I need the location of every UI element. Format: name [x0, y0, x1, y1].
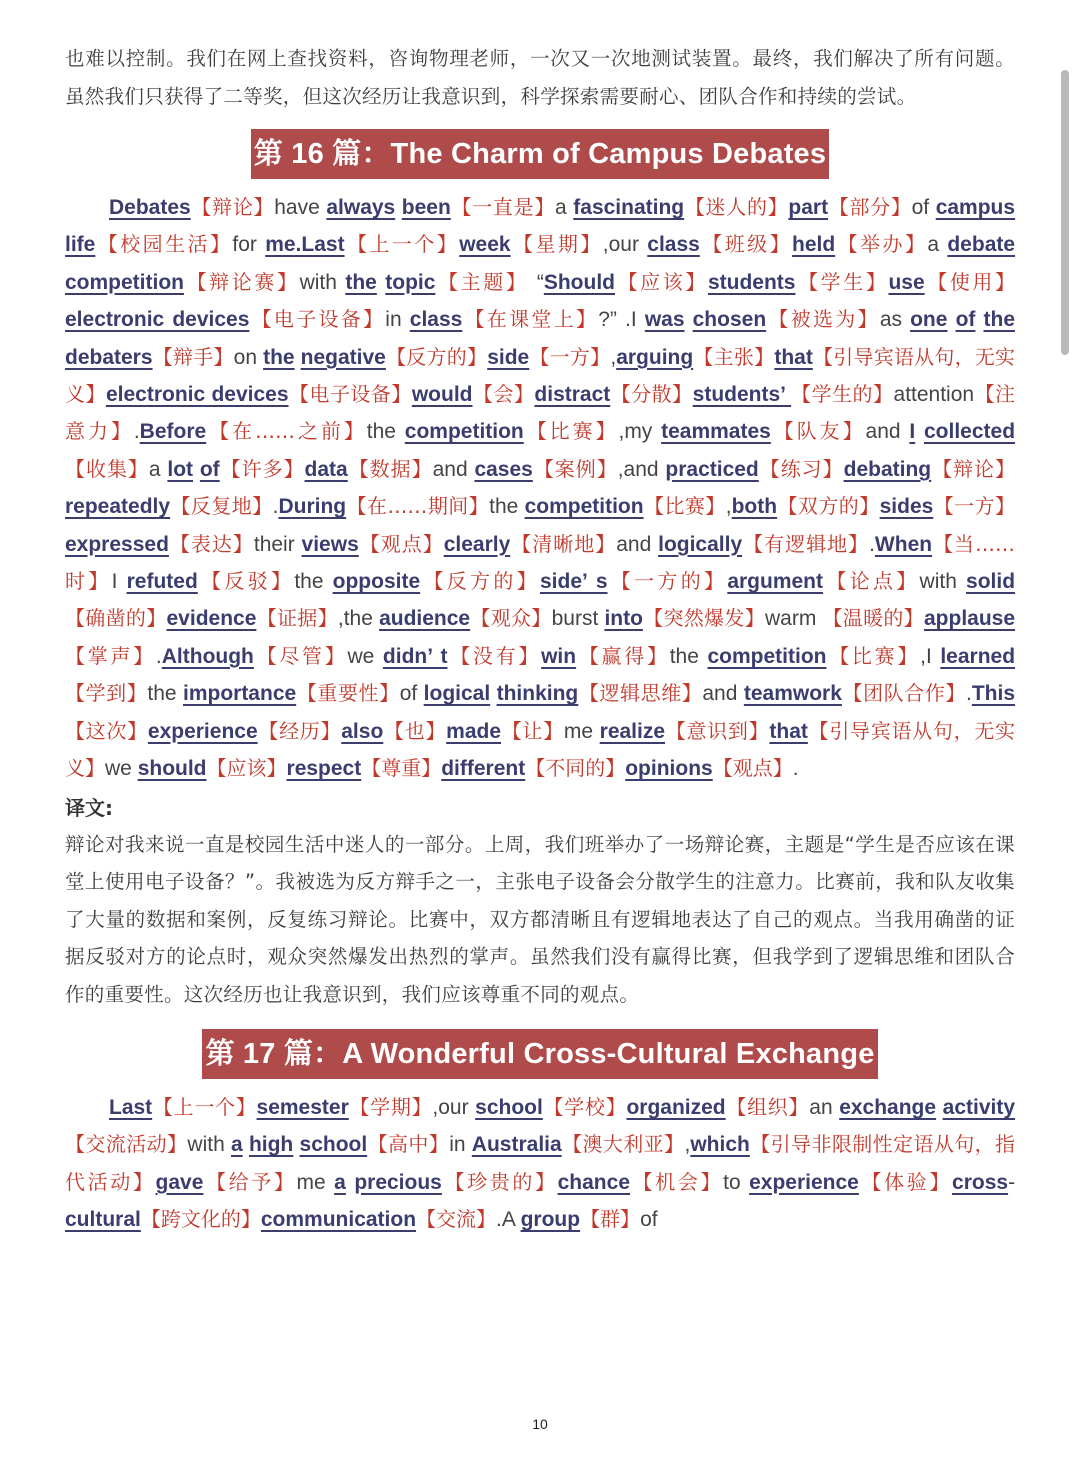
gloss-annotation: 【上一个】 — [152, 1095, 257, 1119]
gloss-annotation: 【学校】 — [542, 1095, 627, 1119]
vocab-word: semester — [256, 1096, 349, 1119]
vocab-word: been — [401, 196, 451, 219]
plain-text: the — [147, 682, 183, 706]
gloss-annotation: 【练习】 — [758, 456, 844, 481]
gloss-annotation: 【赢得】 — [576, 643, 670, 668]
plain-text: . — [272, 495, 279, 519]
gloss-annotation: 【使用】 — [924, 269, 1016, 294]
vocab-word: experience — [147, 719, 258, 743]
gloss-annotation: 【尽管】 — [253, 643, 348, 668]
gloss-annotation: 【电子设备】 — [288, 382, 412, 407]
document-page — [65, 40, 1015, 1239]
gloss-annotation: 【许多】 — [219, 456, 305, 481]
vocab-word: was — [644, 308, 685, 332]
vocab-word: electronic devices — [105, 383, 289, 407]
plain-text: and — [432, 457, 475, 481]
vocab-word: views — [301, 532, 359, 556]
plain-text: , — [684, 1133, 691, 1157]
vocab-word: class — [409, 308, 463, 332]
vocab-word: me.Last — [265, 233, 345, 257]
plain-text: “ — [528, 270, 544, 294]
plain-text: and — [616, 532, 659, 556]
vocab-word: school — [475, 1096, 543, 1119]
vocab-word: a — [334, 1170, 346, 1194]
gloss-annotation: 【这次】 — [65, 718, 148, 743]
vocab-word: I — [909, 420, 916, 444]
plain-text: with — [187, 1133, 231, 1157]
vocab-word: made — [446, 719, 502, 743]
vocab-word: use — [888, 270, 925, 294]
vocab-word: Although — [161, 644, 254, 668]
vocab-word: logically — [658, 532, 743, 556]
vocab-word: a — [231, 1133, 243, 1157]
gloss-annotation: 【反方的】 — [385, 344, 488, 369]
plain-text: warm — [765, 607, 823, 631]
plain-text: on — [233, 345, 264, 369]
vocab-word: Australia — [471, 1133, 562, 1157]
page-number: 10 — [532, 1416, 548, 1432]
plain-text: - — [1008, 1170, 1016, 1194]
plain-text: we — [105, 757, 138, 781]
gloss-annotation: 【温暖的】 — [822, 606, 924, 631]
plain-text: a — [927, 233, 948, 257]
gloss-annotation: 【被选为】 — [766, 307, 880, 332]
plain-text: . — [792, 757, 799, 781]
gloss-annotation: 【经历】 — [257, 718, 342, 743]
plain-text: I — [111, 570, 127, 594]
gloss-annotation: 【体验】 — [858, 1169, 953, 1194]
gloss-annotation: 【跨文化的】 — [140, 1207, 261, 1232]
article-17-heading-wrap — [65, 1029, 1015, 1079]
gloss-annotation: 【让】 — [501, 718, 564, 743]
vocab-word: argument — [727, 570, 824, 594]
plain-text: the — [489, 495, 525, 519]
gloss-annotation: 【给予】 — [203, 1169, 297, 1194]
gloss-annotation: 【群】 — [580, 1207, 641, 1232]
article-17-annotated-text — [65, 1089, 1015, 1239]
gloss-annotation: 【上一个】 — [344, 232, 460, 257]
plain-text: their — [253, 532, 302, 556]
translation-label: 译文: — [65, 795, 113, 820]
gloss-annotation: 【电子设备】 — [249, 307, 386, 332]
gloss-annotation: 【数据】 — [347, 456, 433, 481]
gloss-annotation: 【辩手】 — [152, 344, 234, 369]
plain-text: of — [399, 682, 424, 706]
plain-text: a — [555, 196, 574, 219]
gloss-annotation: 【观点】 — [712, 756, 793, 781]
plain-text: and — [865, 420, 910, 444]
vocab-word: experience — [749, 1170, 859, 1194]
vocab-word: the — [263, 345, 295, 369]
plain-text — [193, 458, 200, 481]
vocab-word: topic — [385, 270, 436, 294]
gloss-annotation: 【在课堂上】 — [462, 307, 599, 332]
gloss-annotation: 【证据】 — [256, 606, 338, 631]
gloss-annotation: 【主张】 — [693, 344, 775, 369]
gloss-annotation: 【反驳】 — [197, 569, 295, 594]
gloss-annotation: 【引导宾语从句，无实义】 — [65, 718, 1016, 781]
plain-text: with — [299, 270, 346, 294]
vocab-word: cultural — [65, 1208, 141, 1232]
vocab-word: Last — [109, 1096, 153, 1119]
plain-text: and — [702, 682, 744, 706]
plain-text — [947, 308, 955, 331]
plain-text: attention — [893, 383, 975, 407]
vocab-word: During — [278, 495, 347, 519]
gloss-annotation: 【观点】 — [358, 531, 444, 556]
gloss-annotation: 【应该】 — [206, 756, 287, 781]
vocab-word: refuted — [126, 570, 198, 594]
vocab-word: audience — [379, 607, 471, 631]
plain-text — [975, 308, 983, 331]
vocab-word: solid — [966, 570, 1016, 594]
gloss-annotation: 【团队合作】 — [841, 681, 966, 706]
vocab-word: fascinating — [573, 196, 685, 219]
gloss-annotation: 【在……期间】 — [346, 494, 490, 519]
gloss-annotation: 【一方】 — [529, 344, 611, 369]
gloss-annotation: 【珍贵的】 — [441, 1169, 558, 1194]
vocab-word: competition — [524, 495, 644, 519]
vocab-word: electronic devices — [65, 308, 250, 332]
vocab-word: high — [248, 1133, 294, 1157]
vocab-word: the — [345, 270, 377, 294]
plain-text: , — [610, 345, 617, 369]
plain-text: . — [869, 532, 875, 556]
vocab-word: different — [441, 757, 526, 781]
gloss-annotation: 【应该】 — [615, 269, 708, 294]
vocab-word: data — [304, 457, 348, 481]
vocab-word: teammates — [661, 420, 771, 444]
vocab-word: evidence — [166, 607, 257, 631]
plain-text: a — [148, 457, 168, 481]
vocab-word: should — [137, 757, 207, 781]
plain-text: in — [385, 308, 410, 332]
vocab-word: always — [326, 196, 396, 219]
plain-text: of — [640, 1208, 658, 1232]
plain-text: an — [809, 1096, 840, 1119]
vocab-word: collected — [924, 420, 1016, 444]
gloss-annotation: 【举办】 — [835, 232, 928, 257]
vocab-word: debate — [947, 233, 1016, 257]
plain-text: the — [294, 570, 333, 594]
vocab-word: win — [541, 644, 577, 668]
vocab-word: group — [520, 1208, 581, 1232]
vocab-word: opposite — [332, 570, 421, 594]
vocab-word: also — [341, 719, 384, 743]
gloss-annotation: 【一方的】 — [607, 569, 728, 594]
vocab-word: Debates — [109, 196, 191, 219]
vocab-word: expressed — [65, 532, 169, 556]
vocab-word: chosen — [692, 308, 767, 332]
vocab-word: importance — [182, 682, 297, 706]
gloss-annotation: 【反方的】 — [420, 569, 540, 594]
gloss-annotation: 【也】 — [383, 718, 447, 743]
vocab-word: into — [604, 607, 643, 631]
gloss-annotation: 【交流】 — [416, 1207, 497, 1232]
gloss-annotation: 【辩论】 — [931, 456, 1016, 481]
vocab-word: distract — [534, 383, 611, 407]
vocab-word: realize — [599, 719, 666, 743]
gloss-annotation: 【比赛】 — [643, 494, 726, 519]
vocab-word: students — [707, 270, 796, 294]
vocab-word: organized — [626, 1096, 726, 1119]
vocab-word: cross — [952, 1170, 1009, 1194]
vocab-word: would — [411, 383, 473, 407]
article-17-title: 第 17 篇：A Wonderful Cross-Cultural Exchange — [202, 1029, 877, 1079]
vocab-word: precious — [354, 1170, 442, 1194]
vocab-word: respect — [286, 757, 362, 781]
vocab-word: which — [690, 1133, 750, 1157]
plain-text: have — [274, 196, 327, 219]
article-16-annotated-text — [65, 189, 1015, 788]
vocab-word: of — [955, 308, 976, 332]
gloss-annotation: 【主题】 — [435, 269, 529, 294]
plain-text: of — [911, 196, 936, 219]
plain-text: in — [449, 1133, 472, 1157]
vocab-word: both — [731, 495, 778, 519]
gloss-annotation: 【队友】 — [770, 419, 866, 444]
vocab-word: side’ s — [539, 570, 608, 594]
plain-text: as — [879, 308, 911, 332]
plain-text: we — [347, 644, 383, 668]
vocab-word: repeatedly — [65, 495, 171, 519]
vocab-word: opinions — [625, 757, 713, 781]
plain-text: the — [366, 420, 405, 444]
plain-text: to — [723, 1170, 750, 1194]
gloss-annotation: 【确凿的】 — [65, 606, 167, 631]
vocab-word: that — [774, 345, 813, 369]
vocab-word: competition — [65, 270, 184, 294]
gloss-annotation: 【学生】 — [795, 269, 889, 294]
plain-text: ,the — [337, 607, 380, 631]
previous-translation-end: 也难以控制。我们在网上查找资料，咨询物理老师，一次又一次地测试装置。最终，我们解决了所有问题。虽然我们只获得了二等奖，但这次经历让我意识到，科学探索需要耐心、团队合作和持续的尝试。 — [65, 47, 1015, 108]
gloss-annotation: 【校园生活】 — [95, 232, 233, 257]
gloss-annotation: 【逻辑思维】 — [578, 681, 703, 706]
plain-text: the — [669, 644, 708, 668]
vocab-word: chance — [557, 1170, 630, 1194]
vocab-word: applause — [923, 607, 1016, 631]
gloss-annotation: 【不同的】 — [525, 756, 626, 781]
gloss-annotation: 【反复地】 — [170, 494, 273, 519]
vocab-word: practiced — [665, 457, 759, 481]
vocab-word: thinking — [496, 682, 579, 706]
gloss-annotation: 【一直是】 — [450, 195, 556, 219]
vocab-word: students’ — [692, 383, 792, 407]
article-16-translation: 辩论对我来说一直是校园生活中迷人的一部分。上周，我们班举办了一场辩论赛，主题是“学生是否应该在课堂上使用电子设备？”。我被选为反方辩手之一，主张电子设备会分散学生的注意力。比赛前，我和队友收集了大量的数据和案例，反复练习辩论。比赛中，双方都清晰且有逻辑地表达了自己的观点。当我用确凿的证据反驳对方的论点时，观众突然爆发出热烈的掌声。虽然我们没有赢得比赛，但我学到了逻辑思维和团队合作的重要性。这次经历也让我意识到，我们应该尊重不同的观点。 — [65, 832, 1015, 1006]
vocab-word: Before — [139, 420, 207, 444]
vocab-word: Should — [543, 270, 615, 294]
plain-text: , — [725, 495, 732, 519]
plain-text: . — [133, 420, 140, 444]
plain-text: me — [563, 719, 600, 743]
gloss-annotation: 【在……之前】 — [206, 419, 367, 444]
gloss-annotation: 【辩论赛】 — [184, 269, 300, 294]
gloss-annotation: 【表达】 — [168, 531, 254, 556]
gloss-annotation: 【观众】 — [470, 606, 552, 631]
plain-text: .A — [496, 1208, 521, 1232]
vocab-word: life — [65, 233, 96, 257]
gloss-annotation: 【案例】 — [532, 456, 618, 481]
vocab-word: didn’ t — [382, 644, 448, 668]
gloss-annotation: 【引导宾语从句，无实义】 — [65, 344, 1016, 407]
vocab-word: competition — [404, 420, 524, 444]
vocab-word: that — [769, 719, 808, 743]
plain-text: ,our — [432, 1096, 476, 1119]
gloss-annotation: 【引导非限制性定语从句，指代活动】 — [65, 1132, 1016, 1194]
plain-text: . — [966, 682, 972, 706]
plain-text: for — [232, 233, 266, 257]
gloss-annotation: 【高中】 — [367, 1132, 450, 1157]
gloss-annotation: 【部分】 — [828, 195, 912, 219]
scrollbar-thumb[interactable] — [1061, 70, 1069, 355]
gloss-annotation: 【机会】 — [630, 1169, 724, 1194]
gloss-annotation: 【会】 — [472, 382, 535, 407]
vocab-word: clearly — [443, 532, 511, 556]
gloss-annotation: 【班级】 — [699, 232, 793, 257]
gloss-annotation: 【当……时】 — [65, 531, 1016, 594]
vocab-word: side — [487, 345, 530, 369]
vocab-word: campus — [935, 196, 1016, 219]
gloss-annotation: 【分散】 — [610, 382, 693, 407]
gloss-annotation: 【意识到】 — [665, 718, 770, 743]
vocab-word: teamwork — [743, 682, 842, 706]
gloss-annotation: 【论点】 — [823, 569, 920, 594]
gloss-annotation: 【没有】 — [447, 643, 542, 668]
vocab-word: arguing — [616, 345, 694, 369]
plain-text: ?” .I — [598, 308, 645, 332]
plain-text — [915, 420, 924, 443]
gloss-annotation: 【比赛】 — [826, 643, 921, 668]
vocab-word: week — [459, 233, 511, 257]
gloss-annotation: 【清晰地】 — [510, 531, 617, 556]
plain-text: . — [155, 644, 162, 668]
vocab-word: one — [910, 308, 948, 332]
vocab-word: activity — [942, 1096, 1016, 1119]
gloss-annotation: 【学生的】 — [791, 382, 894, 407]
vocab-word: learned — [940, 644, 1016, 668]
vocab-word: debaters — [65, 345, 153, 369]
article-16-heading-wrap — [65, 129, 1015, 179]
gloss-annotation: 【重要性】 — [296, 681, 400, 706]
gloss-annotation: 【双方的】 — [777, 494, 880, 519]
gloss-annotation: 【迷人的】 — [684, 195, 789, 219]
gloss-annotation: 【辩论】 — [190, 195, 275, 219]
vocab-word: This — [971, 682, 1016, 706]
gloss-annotation: 【一方】 — [933, 494, 1016, 519]
vocab-word: exchange — [839, 1096, 937, 1119]
vocab-word: When — [874, 532, 933, 556]
gloss-annotation: 【有逻辑地】 — [742, 531, 870, 556]
plain-text: ,and — [617, 457, 666, 481]
article-16-title: 第 16 篇：The Charm of Campus Debates — [251, 129, 829, 179]
gloss-annotation: 【星期】 — [510, 232, 603, 257]
plain-text: with — [919, 570, 967, 594]
vocab-word: negative — [300, 345, 386, 369]
vocab-word: gave — [155, 1170, 204, 1194]
gloss-annotation: 【学到】 — [65, 681, 148, 706]
gloss-annotation: 【组织】 — [725, 1095, 810, 1119]
plain-text — [685, 308, 693, 331]
plain-text: ,our — [602, 233, 648, 257]
vocab-word: communication — [260, 1208, 417, 1232]
vocab-word: lot — [167, 457, 194, 481]
vocab-word: the — [983, 308, 1015, 332]
gloss-annotation: 【学期】 — [348, 1095, 433, 1119]
vocab-word: debating — [843, 457, 932, 481]
plain-text: ,I — [920, 644, 941, 668]
vocab-word: held — [792, 233, 836, 257]
gloss-annotation: 【收集】 — [65, 456, 149, 481]
gloss-annotation: 【突然爆发】 — [642, 606, 766, 631]
vocab-word: competition — [707, 644, 827, 668]
vocab-word: part — [788, 196, 829, 219]
gloss-annotation: 【交流活动】 — [65, 1132, 188, 1157]
vocab-word: sides — [879, 495, 934, 519]
plain-text: burst — [551, 607, 605, 631]
gloss-annotation: 【掌声】 — [65, 643, 156, 668]
gloss-annotation: 【尊重】 — [361, 756, 442, 781]
gloss-annotation: 【澳大利亚】 — [561, 1132, 685, 1157]
gloss-annotation: 【比赛】 — [523, 419, 619, 444]
vocab-word: class — [647, 233, 700, 257]
vocab-word: cases — [474, 457, 533, 481]
vocab-word: school — [299, 1133, 368, 1157]
vocab-word: of — [199, 457, 220, 481]
plain-text: ,my — [618, 420, 662, 444]
plain-text: me — [296, 1170, 335, 1194]
gloss-annotation: 【注意力】 — [65, 382, 1016, 444]
vocab-word: logical — [423, 682, 491, 706]
